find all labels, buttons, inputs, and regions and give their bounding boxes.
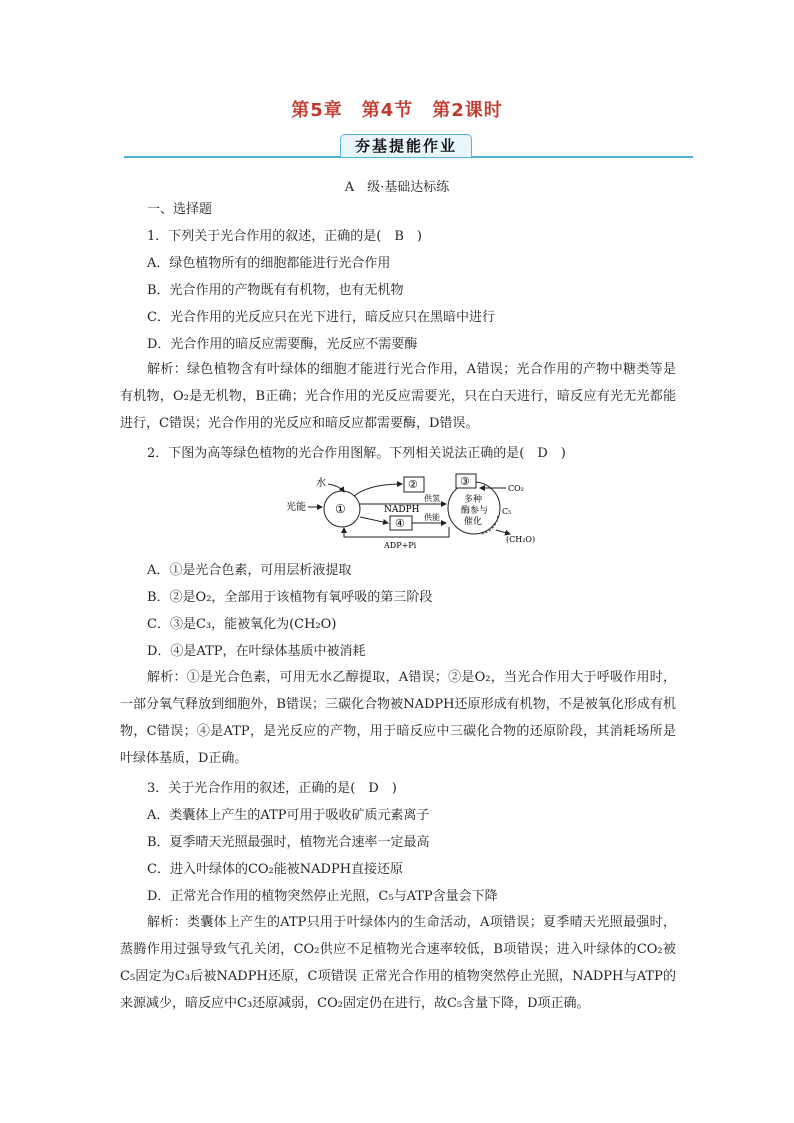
q3-option-a: A．类囊体上产生的ATP可用于吸收矿质元素离子	[147, 808, 430, 823]
q1-option-a: A．绿色植物所有的细胞都能进行光合作用	[147, 256, 391, 271]
q2-option-b: B．②是O₂，全部用于该植物有氧呼吸的第三阶段	[147, 590, 433, 605]
section-heading: 一、选择题	[147, 202, 213, 217]
q1-option-c: C．光合作用的光反应只在光下进行，暗反应只在黑暗中进行	[147, 310, 495, 325]
banner: 夯基提能作业	[340, 134, 472, 157]
enzyme-text-3: 催化	[464, 517, 483, 527]
q3-option-d: D．正常光合作用的植物突然停止光照，C₅与ATP含量会下降	[147, 889, 498, 904]
question-3-stem: 3．关于光合作用的叙述，正确的是( D )	[147, 781, 397, 796]
label-2: ②	[408, 478, 418, 491]
q1-analysis: 解析：绿色植物含有叶绿体的细胞才能进行光合作用，A错误；光合作用的产物中糖类等是有机物，O₂是无机物，B正确；光合作用的光反应需要光，只在白天进行，暗反应有光无光都能进行，C错误；光合作用的光反应和暗反应都需要酶，D错误。	[120, 362, 676, 431]
page-title: 第5章 第4节 第2课时	[291, 100, 503, 121]
q3-option-c: C．进入叶绿体的CO₂能被NADPH直接还原	[147, 862, 404, 877]
label-3: ③	[460, 475, 470, 488]
label-1: ①	[335, 502, 346, 516]
q1-option-b: B．光合作用的产物既有有机物，也有无机物	[147, 283, 404, 298]
nadph-label: NADPH	[384, 505, 420, 515]
question-2-stem: 2．下图为高等绿色植物的光合作用图解。下列相关说法正确的是( D )	[147, 446, 566, 461]
question-1-stem: 1．下列关于光合作用的叙述，正确的是( B )	[147, 229, 422, 244]
light-label: 光能	[286, 502, 306, 513]
q2-option-c: C．③是C₃，能被氧化为(CH₂O)	[147, 617, 337, 632]
c5-label: C₅	[502, 507, 512, 516]
adp-label: ADP+Pi	[384, 541, 417, 550]
q3-analysis: 解析：类囊体上产生的ATP只用于叶绿体内的生命活动，A项错误；夏季晴天光照最强时，蒸腾作用过强导致气孔关闭，CO₂供应不足植物光合速率较低，B项错误；进入叶绿体的CO₂被C₅固定为C₃后被NADPH还原，C项错误 正常光合作用的植物突然停止光照，NADPH与ATP的来源减少，暗反应中C₃还原减弱，CO₂固定仍在进行，故C₅含量下降，D项正确。	[120, 915, 676, 1011]
level-heading: A 级·基础达标练	[344, 180, 450, 195]
enzyme-text-2: 酶参与	[461, 506, 489, 516]
ch2o-label: (CH₂O)	[506, 535, 536, 544]
co2-label: CO₂	[508, 484, 524, 493]
q1-option-d: D．光合作用的暗反应需要酶，光反应不需要酶	[147, 337, 418, 352]
label-4: ④	[395, 517, 405, 530]
q2-option-a: A．①是光合色素，可用层析液提取	[147, 563, 352, 578]
q3-option-b: B．夏季晴天光照最强时，植物光合速率一定最高	[147, 835, 430, 850]
supply-h-label: 供氢	[424, 494, 440, 503]
q2-analysis: 解析：①是光合色素，可用无水乙醇提取，A错误；②是O₂，当光合作用大于呼吸作用时，一部分氧气释放到细胞外，B错误；三碳化合物被NADPH还原形成有机物，不是被氧化形成有机物，C错误；④是ATP，是光反应的产物，用于暗反应中三碳化合物的还原阶段，其消耗场所是叶绿体基质，D正确。	[120, 670, 676, 766]
photosynthesis-diagram	[284, 472, 544, 552]
q2-option-d: D．④是ATP，在叶绿体基质中被消耗	[147, 644, 366, 659]
supply-e-label: 供能	[424, 513, 440, 522]
water-label: 水	[316, 478, 326, 489]
enzyme-text-1: 多种	[464, 495, 483, 505]
